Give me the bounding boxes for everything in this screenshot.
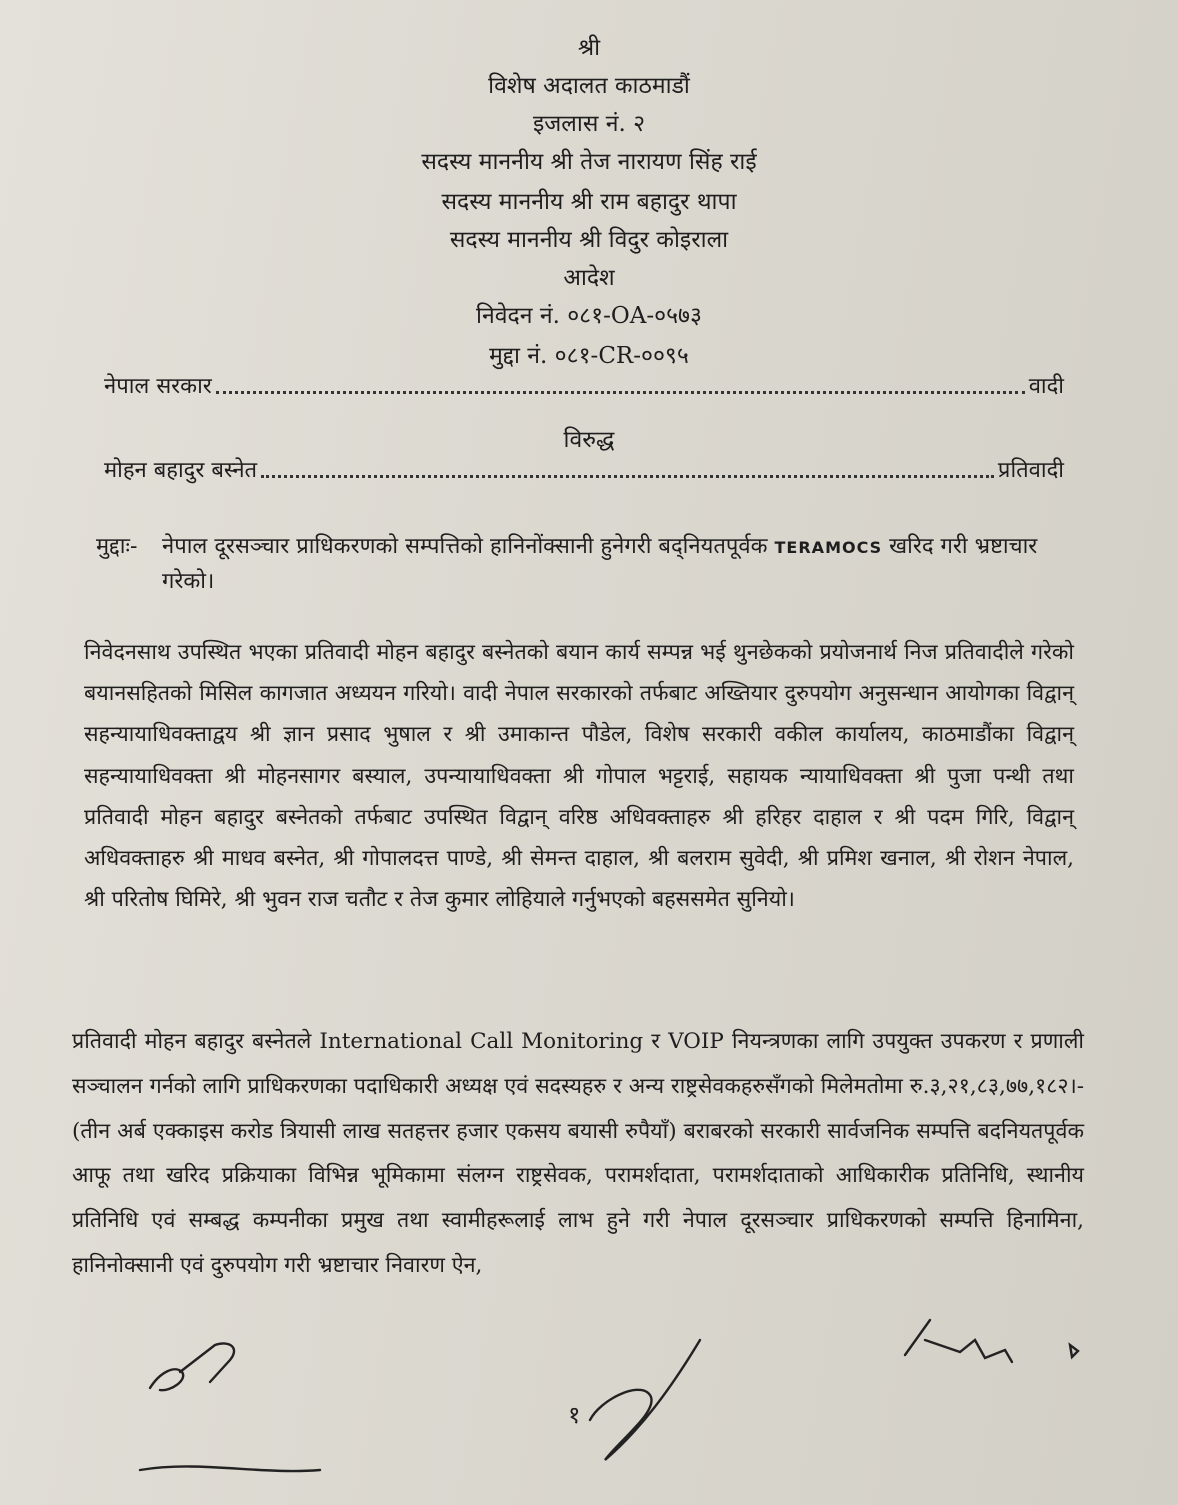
plaintiff-line [104, 370, 1064, 400]
plaintiff-name: नेपाल सरकार [104, 374, 212, 399]
doc-type: आदेश [563, 265, 615, 291]
honorific: श्री [577, 35, 601, 61]
initial-1b [180, 1343, 234, 1382]
para2-english-2: VOIP [668, 1029, 724, 1054]
subject-text-2: खरिद गरी भ्रष्टाचार गरेको। [162, 534, 1038, 594]
dotted-leader [216, 391, 1025, 394]
para2-text-a: प्रतिवादी मोहन बहादुर बस्नेतले [72, 1029, 312, 1054]
versus: विरुद्ध [563, 427, 615, 453]
defendant-line [104, 454, 1064, 484]
initial-3 [590, 1340, 700, 1460]
case-subject [96, 530, 1081, 599]
subject-label: मुद्दाः- [96, 534, 138, 559]
initial-2 [905, 1320, 1012, 1362]
para2-english-1: International Call Monitoring [319, 1029, 644, 1054]
plaintiff-role: वादी [1028, 374, 1064, 399]
para2-text-c: नियन्त्रणका लागि उपयुक्त उपकरण र प्रणाली सञ्चालन गर्नको लागि प्राधिकरणका पदाधिकारी अध्यक्ष एवं सदस्यहरु र अन्य राष्ट्रसेवकहरुसँगको मिलेमतोमा रु.३,२१,८३,७७,१८२।- (तीन अर्ब एक्काइस करोड त्रियासी लाख सतहत्तर हजार एकसय बयासी रुपैयाँ) बराबरको सरकारी सार्वजनिक सम्पत्ति बदनियतपूर्वक आफू तथा खरिद प्रक्रियाका विभिन्न भूमिकामा संलग्न राष्ट्रसेवक, परामर्शदाता, परामर्शदाताको आधिकारीक प्रतिनिधि, स्थानीय प्रतिनिधि एवं सम्बद्ध कम्पनीका प्रमुख तथा स्वामीहरूलाई लाभ हुने गरी नेपाल दूरसञ्चार प्राधिकरणको सम्पत्ति हिनामिना, हानिनोक्सानी एवं दुरुपयोग गरी भ्रष्टाचार निवारण ऐन, [72, 1029, 1084, 1278]
ink-mark [1070, 1345, 1078, 1357]
case-number: मुद्दा नं. ०८१-CR-००९५ [489, 343, 689, 369]
initial-1 [150, 1369, 183, 1390]
body-paragraph-2 [72, 1020, 1084, 1289]
member-2: सदस्य माननीय श्री राम बहादुर थापा [441, 189, 737, 215]
subject-text-1: नेपाल दूरसञ्चार प्राधिकरणको सम्पत्तिको हानिनोंक्सानी हुनेगरी बद्नियतपूर्वक [162, 534, 768, 559]
member-1: सदस्य माननीय श्री तेज नारायण सिंह राई [421, 149, 757, 175]
defendant-role: प्रतिवादी [997, 458, 1064, 483]
member-3: सदस्य माननीय श्री विदुर कोइराला [449, 227, 729, 253]
petition-number: निवेदन नं. ०८१-OA-०५७३ [476, 303, 702, 329]
para2-text-b: र [651, 1029, 661, 1054]
ink-line [140, 1466, 320, 1471]
body-paragraph-1: निवेदनसाथ उपस्थित भएका प्रतिवादी मोहन बहादुर बस्नेतको बयान कार्य सम्पन्न भई थुनछेकको प्रयोजनार्थ निज प्रतिवादीले गरेको बयानसहितको मिसिल कागजात अध्ययन गरियो। वादी नेपाल सरकारको तर्फबाट अख्तियार दुरुपयोग अनुसन्धान आयोगका विद्वान् सहन्यायाधिवक्ताद्वय श्री ज्ञान प्रसाद भुषाल र श्री उमाकान्त पौडेल, विशेष सरकारी वकील कार्यालय, काठमाडौंका विद्वान् सहन्यायाधिवक्ता श्री मोहनसागर बस्याल, उपन्यायाधिवक्ता श्री गोपाल भट्टराई, सहायक न्यायाधिवक्ता श्री पुजा पन्थी तथा प्रतिवादी मोहन बहादुर बस्नेतको तर्फबाट उपस्थित विद्वान् वरिष्ठ अधिवक्ताहरु श्री हरिहर दाहाल र श्री पदम गिरि, विद्वान् अधिवक्ताहरु श्री माधव बस्नेत, श्री गोपालदत्त पाण्डे, श्री सेमन्त दाहाल, श्री बलराम सुवेदी, श्री प्रमिश खनाल, श्री रोशन नेपाल, श्री परितोष घिमिरे, श्री भुवन राज चतौट र तेज कुमार लोहियाले गर्नुभएको बहससमेत सुनियो। [84, 640, 1074, 913]
dotted-leader [261, 475, 994, 478]
defendant-name: मोहन बहादुर बस्नेत [104, 458, 258, 483]
page-number: १ [568, 1401, 581, 1429]
subject-english: TERAMOCS [774, 538, 883, 557]
court-name: विशेष अदालत काठमाडौं [488, 73, 690, 99]
bench-number: इजलास नं. २ [532, 111, 646, 137]
